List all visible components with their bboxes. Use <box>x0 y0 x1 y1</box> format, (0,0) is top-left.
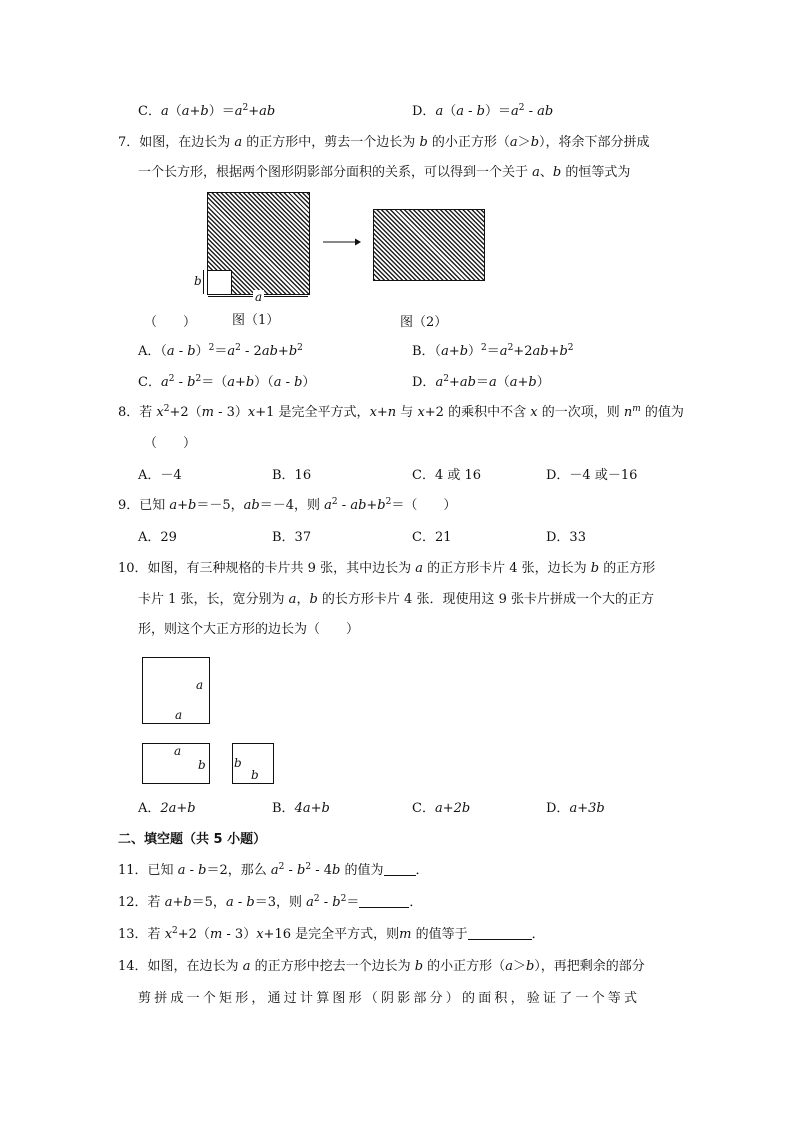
card-rectangle-side-label: b <box>198 758 206 772</box>
q13-stem: 13．若 $x^2+2(m - 3)x+16$ 是完全平方式，则m 的值等于 ． <box>118 926 545 942</box>
q7-option-a: A．$(a - b)^2=a^2 - 2ab+b^2$ <box>138 343 303 359</box>
q7-option-d: D．$a^2+ab=a(a+b)$ <box>412 374 550 390</box>
q7-figure-2-rectangle <box>373 209 485 281</box>
q6-option-d: D．$a(a - b)=a^2$ - ab <box>412 103 554 119</box>
q10-stem-line3: 形，则这个大正方形的边长为（ ） <box>138 622 360 637</box>
q9-option-c: C．21 <box>412 530 452 545</box>
q14-stem-line1: 14．如图，在边长为 a 的正方形中挖去一个边长为 b 的小正方形（a＞b），再把剩余的部分 <box>118 959 645 974</box>
q8-stem: 8．若 $x^2+2(m - 3)x+1$ 是完全平方式，x+n 与 x+2 的乘积中不含 x 的一次项，则 $n^m$ 的值为 <box>118 404 684 420</box>
fig2-caption: 图（2） <box>400 315 448 330</box>
q10-stem-line1: 10．如图，有三种规格的卡片共 9 张，其中边长为 a 的正方形卡片 4 张，边长为 b 的正方形 <box>118 561 656 576</box>
card-small-square-left-label: b <box>234 756 242 770</box>
card-big-square-bottom-label: a <box>175 708 183 722</box>
card-small-square-bottom-label: b <box>251 768 259 782</box>
card-rectangle-top-label: a <box>174 744 182 758</box>
fig1-b-dimension <box>203 270 204 294</box>
q9-option-b: B．37 <box>272 530 312 545</box>
q8-option-c: C．4 或 16 <box>412 468 482 483</box>
q11-stem: 11．已知 a - b＝2，那么 $a^2 - b^2 - 4b$ 的值为 ． <box>118 862 429 878</box>
q7-stem-line2: 一个长方形，根据两个图形阴影部分面积的关系，可以得到一个关于 a、b 的恒等式为 <box>138 165 631 180</box>
section-title: 二、填空题（共 5 小题） <box>118 832 267 847</box>
q8-option-d: D．－4 或－16 <box>546 468 638 483</box>
q8-answer-paren: （ ） <box>144 436 197 451</box>
q10-stem-line2: 卡片 1 张，长，宽分别为 a，b 的长方形卡片 4 张．现使用这 9 张卡片拼成一个大的正方 <box>138 592 654 607</box>
q9-option-d: D．33 <box>546 530 586 545</box>
fig1-cut-square <box>207 270 232 295</box>
q7-option-c: C．$a^2 - b^2=(a+b)(a - b)$ <box>138 374 316 390</box>
card-big-square-side-label: a <box>196 678 204 692</box>
q8-option-b: B．16 <box>272 468 312 483</box>
q7-option-b: B．$(a+b)^2=a^2+2ab+b^2$ <box>412 343 574 359</box>
q7-stem-line1: 7．如图，在边长为 a 的正方形中，剪去一个边长为 b 的小正方形（a＞b），将余下部分拼成 <box>118 135 650 150</box>
q14-stem-line2: 剪拼成一个矩形，通过计算图形（阴影部分）的面积，验证了一个等式 <box>138 991 641 1006</box>
q13-answer-blank[interactable] <box>468 927 532 940</box>
q10-option-a: A．2a+b <box>138 801 196 816</box>
q7-answer-paren: （ ） <box>144 315 197 330</box>
q10-option-b: B．4a+b <box>272 801 330 816</box>
fig1-label-a: a <box>255 290 263 304</box>
q10-option-d: D．a+3b <box>546 801 605 816</box>
q6-option-c: C．$a(a+b)=a^2+ab$ <box>138 103 276 119</box>
q9-stem: 9．已知 a+b＝－5，ab＝－4，则 $a^2 - ab+b^2=$（ ） <box>118 497 457 513</box>
q10-option-c: C．a+2b <box>412 801 471 816</box>
right-arrow-icon <box>323 237 361 247</box>
q8-option-a: A．－4 <box>138 468 182 483</box>
q12-stem: 12．若 a+b＝5，a - b＝3，则 $a^2 - b^2=$ ． <box>118 894 423 910</box>
q12-answer-blank[interactable] <box>359 895 409 908</box>
q11-answer-blank[interactable] <box>384 863 416 876</box>
fig1-caption: 图（1） <box>232 313 280 328</box>
fig1-label-b: b <box>194 274 202 288</box>
q9-option-a: A．29 <box>138 530 177 545</box>
